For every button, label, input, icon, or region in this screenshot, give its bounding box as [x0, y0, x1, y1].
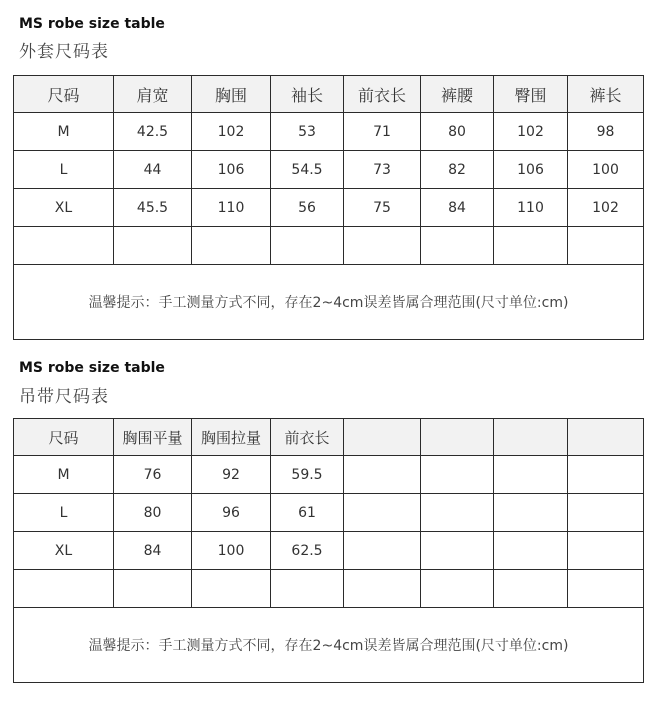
- header-cell: 胸围平量: [114, 419, 192, 456]
- empty-cell: [14, 227, 114, 265]
- value-cell: 42.5: [114, 113, 192, 151]
- table-header-row: [14, 419, 644, 456]
- value-cell: [494, 456, 568, 494]
- value-cell: 96: [192, 494, 271, 532]
- measurement-note-text: 温馨提示：手工测量方式不同，存在2~4cm误差皆属合理范围(尺寸单位:cm): [88, 295, 569, 311]
- value-cell: 53: [271, 113, 344, 151]
- coat-size-table: [13, 75, 644, 340]
- empty-cell: [421, 570, 494, 608]
- value-cell: 56: [271, 189, 344, 227]
- value-cell: 106: [494, 151, 568, 189]
- empty-cell: [114, 227, 192, 265]
- header-cell: [568, 419, 644, 456]
- value-cell: 62.5: [271, 532, 344, 570]
- header-cell: 裤长: [568, 76, 644, 113]
- empty-cell: [271, 570, 344, 608]
- value-cell: 73: [344, 151, 421, 189]
- value-cell: [421, 532, 494, 570]
- size-cell: M: [14, 113, 114, 151]
- value-cell: [344, 532, 421, 570]
- header-cell: 胸围: [192, 76, 271, 113]
- table-row: [14, 494, 644, 532]
- value-cell: 84: [421, 189, 494, 227]
- section2-title-cn: 吊带尺码表: [19, 387, 109, 407]
- size-cell: L: [14, 151, 114, 189]
- value-cell: 102: [192, 113, 271, 151]
- value-cell: 100: [192, 532, 271, 570]
- header-cell: 裤腰: [421, 76, 494, 113]
- header-cell: [421, 419, 494, 456]
- header-cell: 胸围拉量: [192, 419, 271, 456]
- value-cell: 92: [192, 456, 271, 494]
- value-cell: 59.5: [271, 456, 344, 494]
- value-cell: [421, 494, 494, 532]
- value-cell: [568, 494, 644, 532]
- empty-cell: [192, 570, 271, 608]
- value-cell: [494, 494, 568, 532]
- empty-cell: [114, 570, 192, 608]
- value-cell: 80: [114, 494, 192, 532]
- note-row: [14, 265, 644, 340]
- table-row-empty: [14, 227, 644, 265]
- value-cell: [494, 532, 568, 570]
- value-cell: [568, 456, 644, 494]
- value-cell: 84: [114, 532, 192, 570]
- section1-title-cn: 外套尺码表: [19, 42, 109, 62]
- size-cell: M: [14, 456, 114, 494]
- header-cell: 尺码: [14, 419, 114, 456]
- value-cell: 100: [568, 151, 644, 189]
- header-cell: 尺码: [14, 76, 114, 113]
- header-cell: [494, 419, 568, 456]
- value-cell: 102: [494, 113, 568, 151]
- value-cell: 98: [568, 113, 644, 151]
- table-row-empty: [14, 570, 644, 608]
- empty-cell: [271, 227, 344, 265]
- value-cell: [344, 494, 421, 532]
- value-cell: 75: [344, 189, 421, 227]
- table-row: [14, 151, 644, 189]
- value-cell: 106: [192, 151, 271, 189]
- value-cell: [568, 532, 644, 570]
- value-cell: 45.5: [114, 189, 192, 227]
- size-cell: XL: [14, 189, 114, 227]
- value-cell: 71: [344, 113, 421, 151]
- empty-cell: [421, 227, 494, 265]
- section2-title-en: MS robe size table: [19, 360, 165, 376]
- table-header-row: [14, 76, 644, 113]
- value-cell: 80: [421, 113, 494, 151]
- value-cell: 110: [494, 189, 568, 227]
- empty-cell: [494, 570, 568, 608]
- header-cell: 前衣长: [271, 419, 344, 456]
- value-cell: 82: [421, 151, 494, 189]
- empty-cell: [14, 570, 114, 608]
- note-row: [14, 608, 644, 683]
- table-row: [14, 189, 644, 227]
- value-cell: [421, 456, 494, 494]
- measurement-note-text: 温馨提示：手工测量方式不同，存在2~4cm误差皆属合理范围(尺寸单位:cm): [88, 638, 569, 654]
- empty-cell: [344, 227, 421, 265]
- value-cell: 54.5: [271, 151, 344, 189]
- empty-cell: [568, 570, 644, 608]
- size-cell: L: [14, 494, 114, 532]
- size-cell: XL: [14, 532, 114, 570]
- measurement-note: [14, 265, 644, 340]
- value-cell: [344, 456, 421, 494]
- table-row: [14, 532, 644, 570]
- measurement-note: [14, 608, 644, 683]
- value-cell: 110: [192, 189, 271, 227]
- camisole-size-table: [13, 418, 644, 683]
- header-cell: 肩宽: [114, 76, 192, 113]
- empty-cell: [344, 570, 421, 608]
- value-cell: 44: [114, 151, 192, 189]
- value-cell: 61: [271, 494, 344, 532]
- header-cell: 臀围: [494, 76, 568, 113]
- empty-cell: [192, 227, 271, 265]
- table-row: [14, 113, 644, 151]
- value-cell: 76: [114, 456, 192, 494]
- empty-cell: [568, 227, 644, 265]
- empty-cell: [494, 227, 568, 265]
- header-cell: 前衣长: [344, 76, 421, 113]
- header-cell: [344, 419, 421, 456]
- table-row: [14, 456, 644, 494]
- section1-title-en: MS robe size table: [19, 16, 165, 32]
- value-cell: 102: [568, 189, 644, 227]
- header-cell: 袖长: [271, 76, 344, 113]
